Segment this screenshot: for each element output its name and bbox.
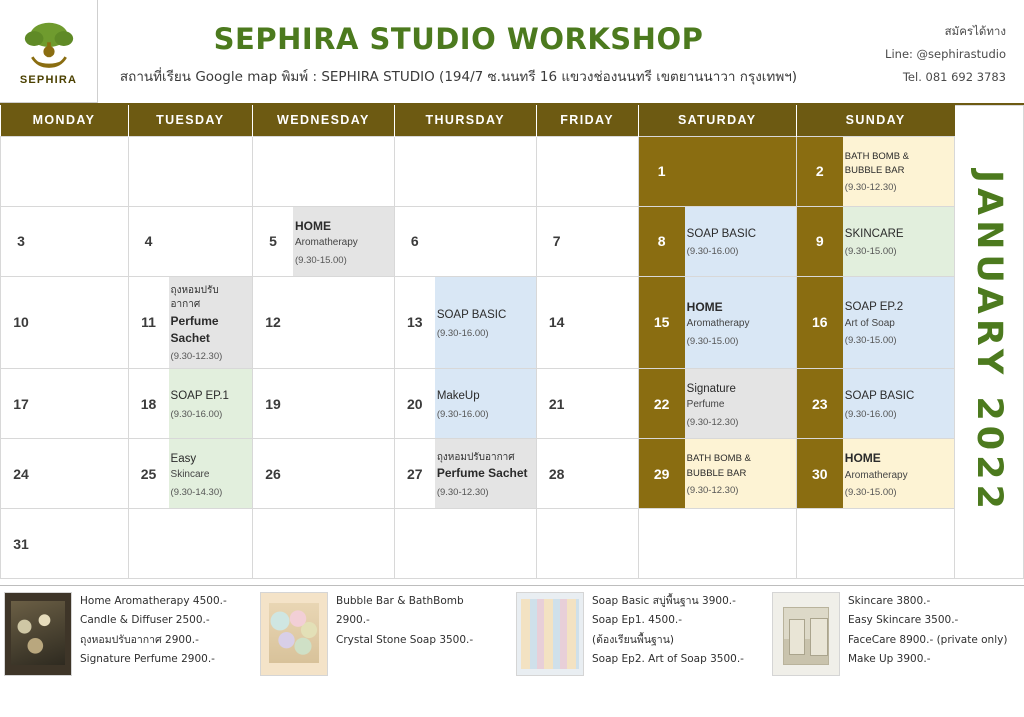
workshop-event[interactable] <box>685 369 796 438</box>
day-number: 11 <box>141 314 156 331</box>
legend-line: Skincare 3800.- <box>848 595 931 608</box>
calendar-day-cell[interactable] <box>1 206 129 276</box>
day-content <box>169 509 252 578</box>
event-title: Signature <box>686 382 736 395</box>
day-content <box>41 137 128 206</box>
event-title: HOME <box>686 299 723 314</box>
calendar-empty-cell <box>128 509 252 579</box>
event-subtitle: Perfume <box>686 399 725 411</box>
day-content <box>577 277 638 369</box>
day-number <box>253 509 293 578</box>
legend-group-3 <box>512 592 768 705</box>
day-content <box>169 137 252 206</box>
legend-line: Soap Ep2. Art of Soap 3500.- <box>592 653 744 666</box>
workshop-event[interactable] <box>169 439 252 508</box>
day-number: 25 <box>140 465 157 482</box>
calendar-day-cell[interactable] <box>796 136 954 206</box>
calendar-empty-cell <box>394 509 536 579</box>
day-number: 16 <box>812 314 828 331</box>
day-number: 9 <box>815 233 824 249</box>
calendar-day-cell[interactable] <box>796 206 954 276</box>
calendar-day-cell[interactable] <box>796 439 954 509</box>
day-number: 17 <box>13 395 29 412</box>
calendar-day-cell[interactable] <box>536 206 638 276</box>
workshop-event[interactable] <box>843 277 954 369</box>
day-number: 1 <box>657 163 666 179</box>
page-title: SEPHIRA STUDIO WORKSHOP <box>213 22 704 56</box>
location-subtitle: สถานที่เรียน Google map พิมพ์ : SEPHIRA STUDIO (194/7 ซ.นนทรี 16 แขวงช่องนนทรี เขตยานนาวา กรุงเทพฯ) <box>119 69 798 85</box>
contact-block <box>819 0 1024 103</box>
event-time: (9.30-15.00) <box>844 335 897 347</box>
day-number: 31 <box>13 535 29 552</box>
day-content <box>435 137 536 206</box>
calendar-day-cell[interactable] <box>1 509 129 579</box>
event-title: SOAP BASIC <box>686 227 757 240</box>
event-time: (9.30-16.00) <box>170 409 223 420</box>
event-title: SOAP BASIC <box>844 390 915 403</box>
event-title: SOAP EP.1 <box>170 390 229 403</box>
weekday-thursday: THURSDAY <box>394 105 536 136</box>
day-content <box>41 277 128 369</box>
calendar-day-cell[interactable] <box>638 136 796 206</box>
page-header <box>0 0 1024 105</box>
event-time: (9.30-12.30) <box>436 486 489 498</box>
day-number: 13 <box>407 314 423 331</box>
legend-line: Soap Basic สบู่พื้นฐาน 3900.- <box>592 595 736 608</box>
weekday-monday: MONDAY <box>1 105 129 136</box>
calendar-day-cell[interactable] <box>394 206 536 276</box>
event-title: BATH BOMB & BUBBLE BAR <box>686 453 751 479</box>
weekday-header-row <box>1 105 955 136</box>
day-number: 10 <box>13 314 29 331</box>
event-title: HOME <box>844 451 881 466</box>
event-title: Easy <box>170 452 197 465</box>
event-time: (9.30-14.30) <box>170 486 223 498</box>
day-number <box>129 137 169 206</box>
calendar-day-cell[interactable] <box>638 276 796 369</box>
day-content <box>685 509 796 578</box>
legend-text-4 <box>840 592 1007 705</box>
day-number: 3 <box>17 233 25 249</box>
calendar-empty-cell <box>128 136 252 206</box>
day-number: 14 <box>548 314 565 331</box>
calendar-day-cell[interactable] <box>394 439 536 509</box>
day-content <box>685 137 796 206</box>
calendar-day-cell[interactable] <box>1 369 129 439</box>
day-content <box>169 207 252 276</box>
event-title: SOAP EP.2 <box>844 301 904 314</box>
day-content <box>577 439 638 508</box>
contact-line-line[interactable]: Line: @sephirastudio <box>885 47 1006 61</box>
calendar-week-row <box>1 206 955 276</box>
title-block <box>98 0 819 103</box>
event-title: HOME <box>295 218 331 233</box>
calendar-day-cell[interactable] <box>253 369 395 439</box>
day-number: 15 <box>653 314 670 331</box>
day-content <box>41 439 128 508</box>
weekday-wednesday: WEDNESDAY <box>253 105 395 136</box>
event-time: (9.30-12.30) <box>686 484 739 496</box>
day-number: 4 <box>144 233 153 249</box>
calendar-empty-cell <box>536 136 638 206</box>
calendar-day-cell[interactable] <box>394 276 536 369</box>
legend-line: Crystal Stone Soap 3500.- <box>336 633 474 646</box>
calendar-day-cell[interactable] <box>394 369 536 439</box>
workshop-event[interactable] <box>843 369 954 438</box>
day-content <box>435 207 536 276</box>
legend-line: Make Up 3900.- <box>848 653 931 666</box>
event-subtitle: Art of Soap <box>844 317 895 329</box>
event-thai-name: ถุงหอมปรับอากาศ <box>436 451 515 463</box>
legend-line: ถุงหอมปรับอากาศ 2900.- <box>80 633 199 646</box>
calendar-week-row <box>1 369 955 439</box>
event-title: SOAP BASIC <box>436 309 507 322</box>
legend-line: Soap Ep1. 4500.- <box>592 614 683 627</box>
calendar-day-cell[interactable] <box>128 369 252 439</box>
event-time: (9.30-16.00) <box>844 409 897 420</box>
day-number: 6 <box>410 233 419 249</box>
day-number: 26 <box>265 465 281 482</box>
legend-line: Home Aromatherapy 4500.- <box>80 595 227 608</box>
event-time: (9.30-16.00) <box>436 409 489 420</box>
legend-text-2 <box>328 592 473 705</box>
weekday-saturday: SATURDAY <box>638 105 796 136</box>
day-number: 29 <box>653 465 670 482</box>
studio-logo <box>0 0 98 103</box>
day-content <box>293 137 394 206</box>
workshop-event[interactable] <box>843 439 954 508</box>
day-number: 20 <box>407 395 423 412</box>
calendar-day-cell[interactable] <box>536 369 638 439</box>
event-time: (9.30-15.00) <box>844 487 897 499</box>
legend-line: Easy Skincare 3500.- <box>848 614 959 627</box>
day-number: 30 <box>812 465 828 482</box>
calendar-day-cell[interactable] <box>536 276 638 369</box>
day-content <box>293 369 394 438</box>
calendar-empty-cell <box>796 509 954 579</box>
legend-line: 2900.- <box>336 614 370 627</box>
weekday-sunday: SUNDAY <box>796 105 954 136</box>
calendar-day-cell[interactable] <box>796 369 954 439</box>
weekday-friday: FRIDAY <box>536 105 638 136</box>
event-time: (9.30-15.00) <box>295 254 347 266</box>
calendar-table <box>0 105 955 579</box>
day-number: 12 <box>265 314 281 331</box>
calendar-week-row <box>1 439 955 509</box>
day-number <box>639 509 685 578</box>
day-number: 5 <box>269 233 277 249</box>
calendar-body <box>1 136 955 579</box>
event-title: Perfume Sachet <box>170 313 219 345</box>
month-label: JANUARY 2022 <box>969 170 1009 514</box>
workshop-event[interactable] <box>293 207 394 276</box>
calendar-day-cell[interactable] <box>638 206 796 276</box>
calendar-day-cell[interactable] <box>253 276 395 369</box>
day-number <box>395 137 435 206</box>
event-time: (9.30-16.00) <box>436 327 489 339</box>
day-number <box>537 137 577 206</box>
day-content <box>843 509 954 578</box>
workshop-event[interactable] <box>843 137 954 206</box>
bubble-bar-bathbomb-photo <box>260 592 328 676</box>
day-number: 18 <box>140 395 157 412</box>
day-number: 7 <box>552 233 561 249</box>
event-subtitle: Aromatherapy <box>686 318 750 330</box>
contact-line-tel[interactable]: Tel. 081 692 3783 <box>902 70 1006 84</box>
calendar-day-cell[interactable] <box>128 276 252 369</box>
calendar-day-cell[interactable] <box>638 369 796 439</box>
skincare-photo <box>772 592 840 676</box>
workshop-event[interactable] <box>685 207 796 276</box>
calendar-day-cell[interactable] <box>1 439 129 509</box>
event-thai-name: ถุงหอมปรับอากาศ <box>170 284 219 310</box>
day-content <box>577 137 638 206</box>
day-content <box>577 369 638 438</box>
workshop-event[interactable] <box>435 439 536 508</box>
calendar-empty-cell <box>638 509 796 579</box>
legend-text-3 <box>584 592 744 705</box>
price-legend <box>0 585 1024 705</box>
event-title: Perfume Sachet <box>436 466 528 481</box>
day-number: 24 <box>13 465 29 482</box>
event-time: (9.30-12.30) <box>170 351 223 363</box>
contact-line-1: สมัครได้ทาง <box>944 24 1006 38</box>
calendar-area <box>0 105 1024 579</box>
event-time: (9.30-16.00) <box>686 246 739 258</box>
calendar-day-cell[interactable] <box>128 206 252 276</box>
event-time: (9.30-12.30) <box>686 416 739 428</box>
day-content <box>41 509 128 578</box>
calendar-day-cell[interactable] <box>253 206 395 276</box>
workshop-event[interactable] <box>435 277 536 369</box>
calendar-week-row <box>1 276 955 369</box>
workshop-event[interactable] <box>685 277 796 369</box>
day-number <box>253 137 293 206</box>
event-time: (9.30-12.30) <box>844 182 897 194</box>
day-number <box>537 509 577 578</box>
day-number: 2 <box>815 163 824 179</box>
calendar-day-cell[interactable] <box>796 276 954 369</box>
day-number: 22 <box>653 395 670 412</box>
legend-group-1 <box>0 592 256 705</box>
calendar-day-cell[interactable] <box>638 439 796 509</box>
day-number: 27 <box>407 465 423 482</box>
calendar-empty-cell <box>253 509 395 579</box>
calendar-empty-cell <box>253 136 395 206</box>
calendar-day-cell[interactable] <box>536 439 638 509</box>
event-time: (9.30-15.00) <box>844 246 897 258</box>
day-content <box>293 439 394 508</box>
month-label-bar <box>955 105 1024 579</box>
workshop-event[interactable] <box>685 439 796 508</box>
legend-group-4 <box>768 592 1024 705</box>
calendar-week-row <box>1 509 955 579</box>
legend-line: Candle & Diffuser 2500.- <box>80 614 210 627</box>
day-content <box>293 277 394 369</box>
day-content <box>293 509 394 578</box>
logo-wordmark: SEPHIRA <box>19 74 78 86</box>
workshop-event[interactable] <box>843 207 954 276</box>
day-content <box>41 207 128 276</box>
event-subtitle: Aromatherapy <box>295 237 358 249</box>
legend-line: FaceCare 8900.- (private only) <box>848 633 1008 646</box>
weekday-tuesday: TUESDAY <box>128 105 252 136</box>
event-title: MakeUp <box>436 390 480 403</box>
calendar-empty-cell <box>536 509 638 579</box>
legend-text-1 <box>72 592 227 705</box>
day-number <box>1 137 41 206</box>
calendar-day-cell[interactable] <box>128 439 252 509</box>
day-content <box>41 369 128 438</box>
home-aromatherapy-photo <box>4 592 72 676</box>
day-content <box>435 509 536 578</box>
day-content <box>577 509 638 578</box>
legend-group-2 <box>256 592 512 705</box>
tree-logo-icon <box>21 20 77 72</box>
legend-line: Bubble Bar & BathBomb <box>336 595 464 608</box>
workshop-event[interactable] <box>435 369 536 438</box>
day-number <box>129 509 169 578</box>
legend-line: Signature Perfume 2900.- <box>80 653 215 666</box>
day-number: 21 <box>548 395 565 412</box>
event-title: SKINCARE <box>844 227 904 240</box>
event-subtitle: Aromatherapy <box>844 469 908 481</box>
calendar-day-cell[interactable] <box>253 439 395 509</box>
event-subtitle: Skincare <box>170 469 210 481</box>
day-number: 28 <box>548 465 565 482</box>
workshop-event[interactable] <box>169 369 252 438</box>
calendar-week-row <box>1 136 955 206</box>
workshop-event[interactable] <box>169 277 252 369</box>
day-number: 19 <box>265 395 281 412</box>
legend-line: (ต้องเรียนพื้นฐาน) <box>592 633 674 646</box>
calendar-day-cell[interactable] <box>1 276 129 369</box>
day-content <box>577 207 638 276</box>
day-number: 23 <box>812 395 828 412</box>
event-title: BATH BOMB & BUBBLE BAR <box>844 150 910 177</box>
day-number <box>797 509 843 578</box>
day-number: 8 <box>657 233 666 249</box>
calendar-empty-cell <box>394 136 536 206</box>
day-number <box>395 509 435 578</box>
event-time: (9.30-15.00) <box>686 335 739 347</box>
calendar-empty-cell <box>1 136 129 206</box>
soap-basic-photo <box>516 592 584 676</box>
